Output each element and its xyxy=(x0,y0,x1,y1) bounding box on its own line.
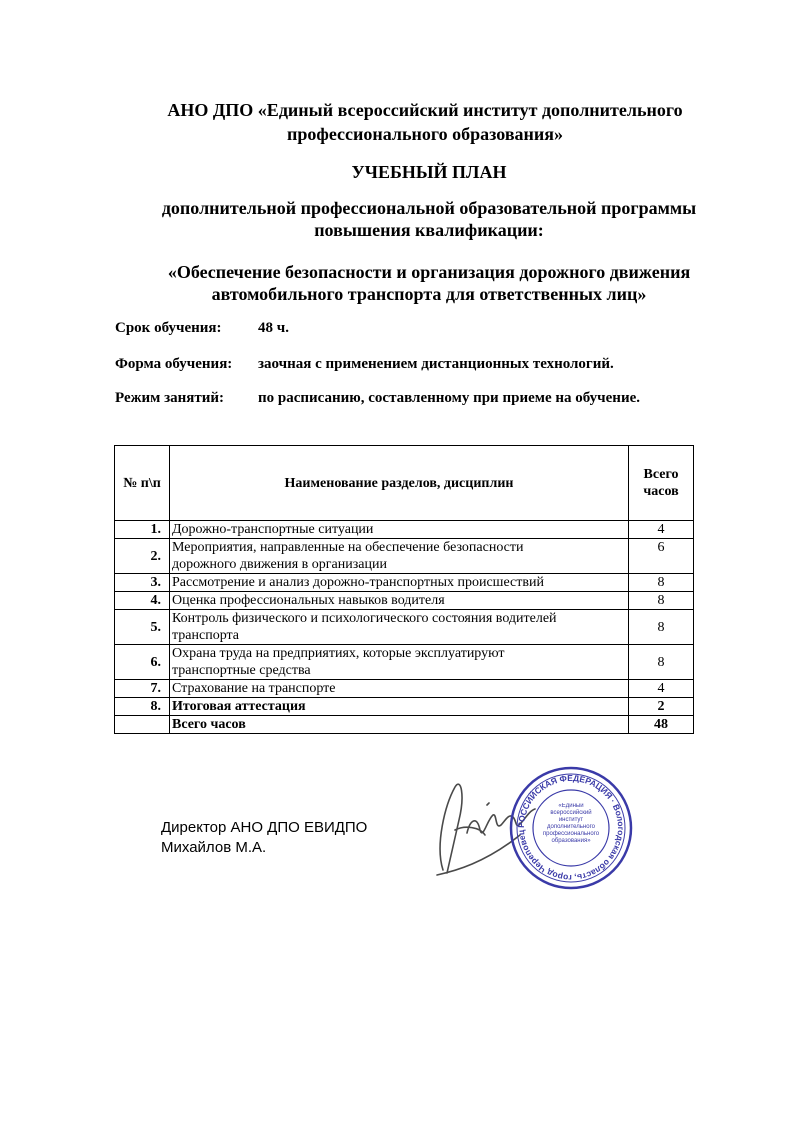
study-mode-row xyxy=(115,390,640,407)
row-number: 3. xyxy=(115,574,170,592)
program-name-line-1: «Обеспечение безопасности и организация дорожного движения xyxy=(167,262,691,282)
header-number: № п\п xyxy=(115,446,170,521)
organization-stamp xyxy=(508,765,634,891)
study-mode-label: Режим занятий: xyxy=(115,390,225,406)
row-number: 4. xyxy=(115,592,170,610)
stamp-inner-text: «Единый всероссийский институт дополнительного профессионального образования» xyxy=(542,803,600,844)
curriculum-table xyxy=(114,445,694,734)
row-number: 5. xyxy=(115,610,170,645)
row-hours: 4 xyxy=(629,521,694,539)
program-type xyxy=(100,197,758,241)
duration-value: 48 ч. xyxy=(258,320,289,336)
row-name-line-2: дорожного движения в организации xyxy=(172,557,387,572)
plan-title: УЧЕБНЫЙ ПЛАН xyxy=(351,162,507,182)
row-name-line-1: Охрана труда на предприятиях, которые эксплуатируют xyxy=(172,646,505,661)
table-row xyxy=(115,610,694,645)
table-row xyxy=(115,645,694,680)
total-label: Всего часов xyxy=(170,716,629,734)
row-hours: 2 xyxy=(629,698,694,716)
director-name: Михайлов М.А. xyxy=(161,839,267,856)
header-discipline-name: Наименование разделов, дисциплин xyxy=(170,446,629,521)
table-total-row xyxy=(115,716,694,734)
row-number: 6. xyxy=(115,645,170,680)
table-row xyxy=(115,539,694,574)
row-name-line-1: Мероприятия, направленные на обеспечение безопасности xyxy=(172,540,524,555)
director-title: Директор АНО ДПО ЕВИДПО xyxy=(161,819,368,836)
study-form-label: Форма обучения: xyxy=(115,356,233,372)
row-number: 8. xyxy=(115,698,170,716)
row-name-line-2: транспорта xyxy=(172,628,240,643)
header-total-hours xyxy=(629,446,694,521)
duration-label: Срок обучения: xyxy=(115,320,222,336)
row-number: 7. xyxy=(115,680,170,698)
header-hours-line-1: Всего xyxy=(643,467,679,482)
row-name: Рассмотрение и анализ дорожно-транспортных происшествий xyxy=(170,574,629,592)
study-form-value: заочная с применением дистанционных технологий. xyxy=(258,356,614,372)
row-name: Итоговая аттестация xyxy=(170,698,629,716)
program-type-line-1: дополнительной профессиональной образовательной программы xyxy=(161,198,697,218)
total-number-cell xyxy=(115,716,170,734)
table-row xyxy=(115,592,694,610)
row-hours: 8 xyxy=(629,592,694,610)
row-number: 1. xyxy=(115,521,170,539)
row-name: Страхование на транспорте xyxy=(170,680,629,698)
row-name: Оценка профессиональных навыков водителя xyxy=(170,592,629,610)
program-name xyxy=(100,261,758,305)
row-name xyxy=(170,645,629,680)
row-name-line-1: Контроль физического и психологического состояния водителей xyxy=(172,611,557,626)
row-number: 2. xyxy=(115,539,170,574)
row-hours: 6 xyxy=(629,539,694,574)
director-block xyxy=(161,818,367,858)
row-hours: 4 xyxy=(629,680,694,698)
row-name xyxy=(170,539,629,574)
table-row xyxy=(115,680,694,698)
study-mode-value: по расписанию, составленному при приеме на обучение. xyxy=(258,390,640,406)
table-header-row xyxy=(115,446,694,521)
total-hours: 48 xyxy=(629,716,694,734)
row-name: Дорожно-транспортные ситуации xyxy=(170,521,629,539)
org-title-line-1: АНО ДПО «Единый всероссийский институт дополнительного xyxy=(167,100,683,120)
table-row xyxy=(115,698,694,716)
organization-title xyxy=(100,98,750,146)
row-name-line-2: транспортные средства xyxy=(172,663,311,678)
header-hours-line-2: часов xyxy=(643,484,679,499)
program-type-line-2: повышения квалификации: xyxy=(314,220,544,240)
row-hours: 8 xyxy=(629,645,694,680)
table-row xyxy=(115,574,694,592)
org-title-line-2: профессионального образования» xyxy=(286,124,564,144)
table-row xyxy=(115,521,694,539)
row-name xyxy=(170,610,629,645)
stamp-outer-text: РОССИЙСКАЯ ФЕДЕРАЦИЯ · Вологодская область, город Череповец xyxy=(515,772,627,884)
study-form-row xyxy=(115,356,614,373)
row-hours: 8 xyxy=(629,574,694,592)
row-hours: 8 xyxy=(629,610,694,645)
program-name-line-2: автомобильного транспорта для ответственных лиц» xyxy=(211,284,647,304)
duration-row xyxy=(115,320,289,337)
